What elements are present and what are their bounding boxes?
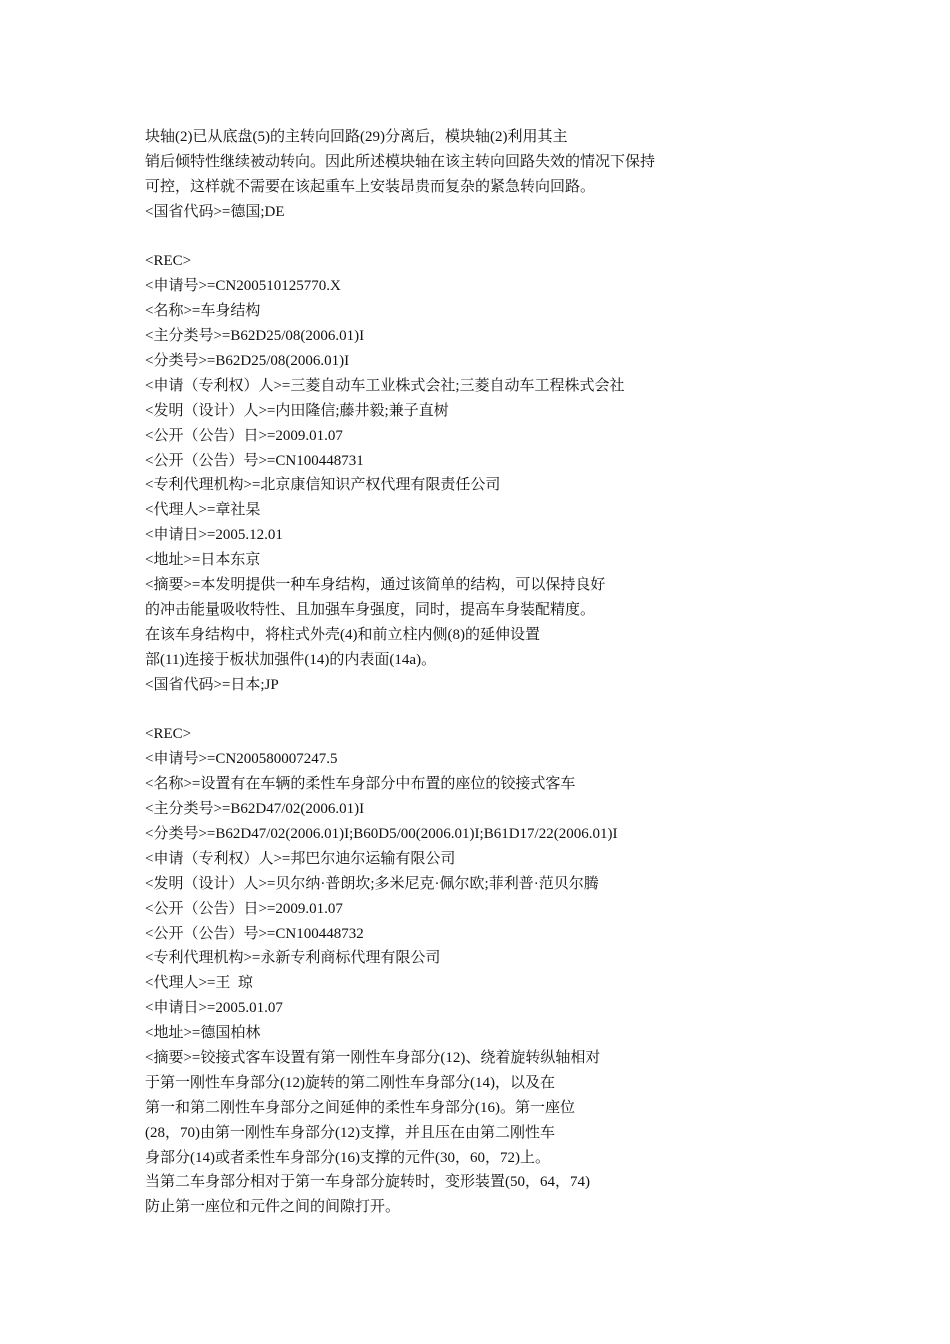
abstract-line: (28，70)由第一刚性车身部分(12)支撑，并且压在由第二刚性车 [145,1124,555,1141]
applicant: <申请（专利权）人>=三菱自动车工业株式会社;三菱自动车工程株式会社 [145,377,625,394]
abstract-line: 于第一刚性车身部分(12)旋转的第二刚性车身部分(14)，以及在 [145,1074,555,1091]
inventor: <发明（设计）人>=内田隆信;藤井毅;兼子直树 [145,402,449,419]
abstract-line: <摘要>=铰接式客车设置有第一刚性车身部分(12)、绕着旋转纵轴相对 [145,1049,601,1066]
address: <地址>=日本东京 [145,552,261,569]
application-number: <申请号>=CN200510125770.X [145,278,341,295]
blank-line [145,225,845,250]
publication-number: <公开（公告）号>=CN100448731 [145,452,364,469]
record-title: <名称>=车身结构 [145,303,261,320]
applicant: <申请（专利权）人>=邦巴尔迪尔运输有限公司 [145,850,456,867]
address: <地址>=德国柏林 [145,1025,261,1042]
text-line: 块轴(2)已从底盘(5)的主转向回路(29)分离后，模块轴(2)利用其主 [145,129,568,145]
application-date: <申请日>=2005.01.07 [145,1000,283,1017]
agent: <代理人>=章社杲 [145,502,261,519]
main-classification: <主分类号>=B62D25/08(2006.01)I [145,328,365,345]
inventor: <发明（设计）人>=贝尔纳·普朗坎;多米尼克·佩尔欧;菲利普·范贝尔腾 [145,875,599,892]
record-marker: <REC> [145,253,192,270]
record-title: <名称>=设置有在车辆的柔性车身部分中布置的座位的铰接式客车 [145,776,576,793]
country-code-line: <国省代码>=德国;DE [145,203,285,220]
agent: <代理人>=王 琼 [145,975,253,992]
publication-number: <公开（公告）号>=CN100448732 [145,925,364,942]
abstract-line: 身部分(14)或者柔性车身部分(16)支撑的元件(30，60，72)上。 [145,1149,550,1166]
abstract-line: 防止第一座位和元件之间的间隙打开。 [145,1199,401,1216]
abstract-line: 的冲击能量吸收特性、且加强车身强度，同时，提高车身装配精度。 [145,601,596,618]
text-line: 可控，这样就不需要在该起重车上安装昂贵而复杂的紧急转向回路。 [145,178,596,195]
abstract-line: 部(11)连接于板状加强件(14)的内表面(14a)。 [145,651,437,668]
publication-date: <公开（公告）日>=2009.01.07 [145,900,343,917]
abstract-line: 当第二车身部分相对于第一车身部分旋转时，变形装置(50，64，74) [145,1174,590,1191]
country-code-line: <国省代码>=日本;JP [145,676,279,693]
main-classification: <主分类号>=B62D47/02(2006.01)I [145,801,365,818]
publication-date: <公开（公告）日>=2009.01.07 [145,427,343,444]
abstract-line: 第一和第二刚性车身部分之间延伸的柔性车身部分(16)。第一座位 [145,1099,575,1116]
abstract-line: 在该车身结构中，将柱式外壳(4)和前立柱内侧(8)的延伸设置 [145,626,540,643]
abstract-line: <摘要>=本发明提供一种车身结构，通过该简单的结构，可以保持良好 [145,577,606,594]
patent-agency: <专利代理机构>=永新专利商标代理有限公司 [145,950,441,967]
blank-line [145,697,845,722]
classification: <分类号>=B62D47/02(2006.01)I;B60D5/00(2006.01)I;B61D17/22(2006.01)I [145,825,618,842]
text-line: 销后倾特性继续被动转向。因此所述模块轴在该主转向回路失效的情况下保持 [145,153,656,170]
classification: <分类号>=B62D25/08(2006.01)I [145,353,350,370]
document-page [145,125,845,1220]
patent-agency: <专利代理机构>=北京康信知识产权代理有限责任公司 [145,477,501,494]
application-date: <申请日>=2005.12.01 [145,527,283,544]
record-marker: <REC> [145,726,192,743]
application-number: <申请号>=CN200580007247.5 [145,751,338,768]
